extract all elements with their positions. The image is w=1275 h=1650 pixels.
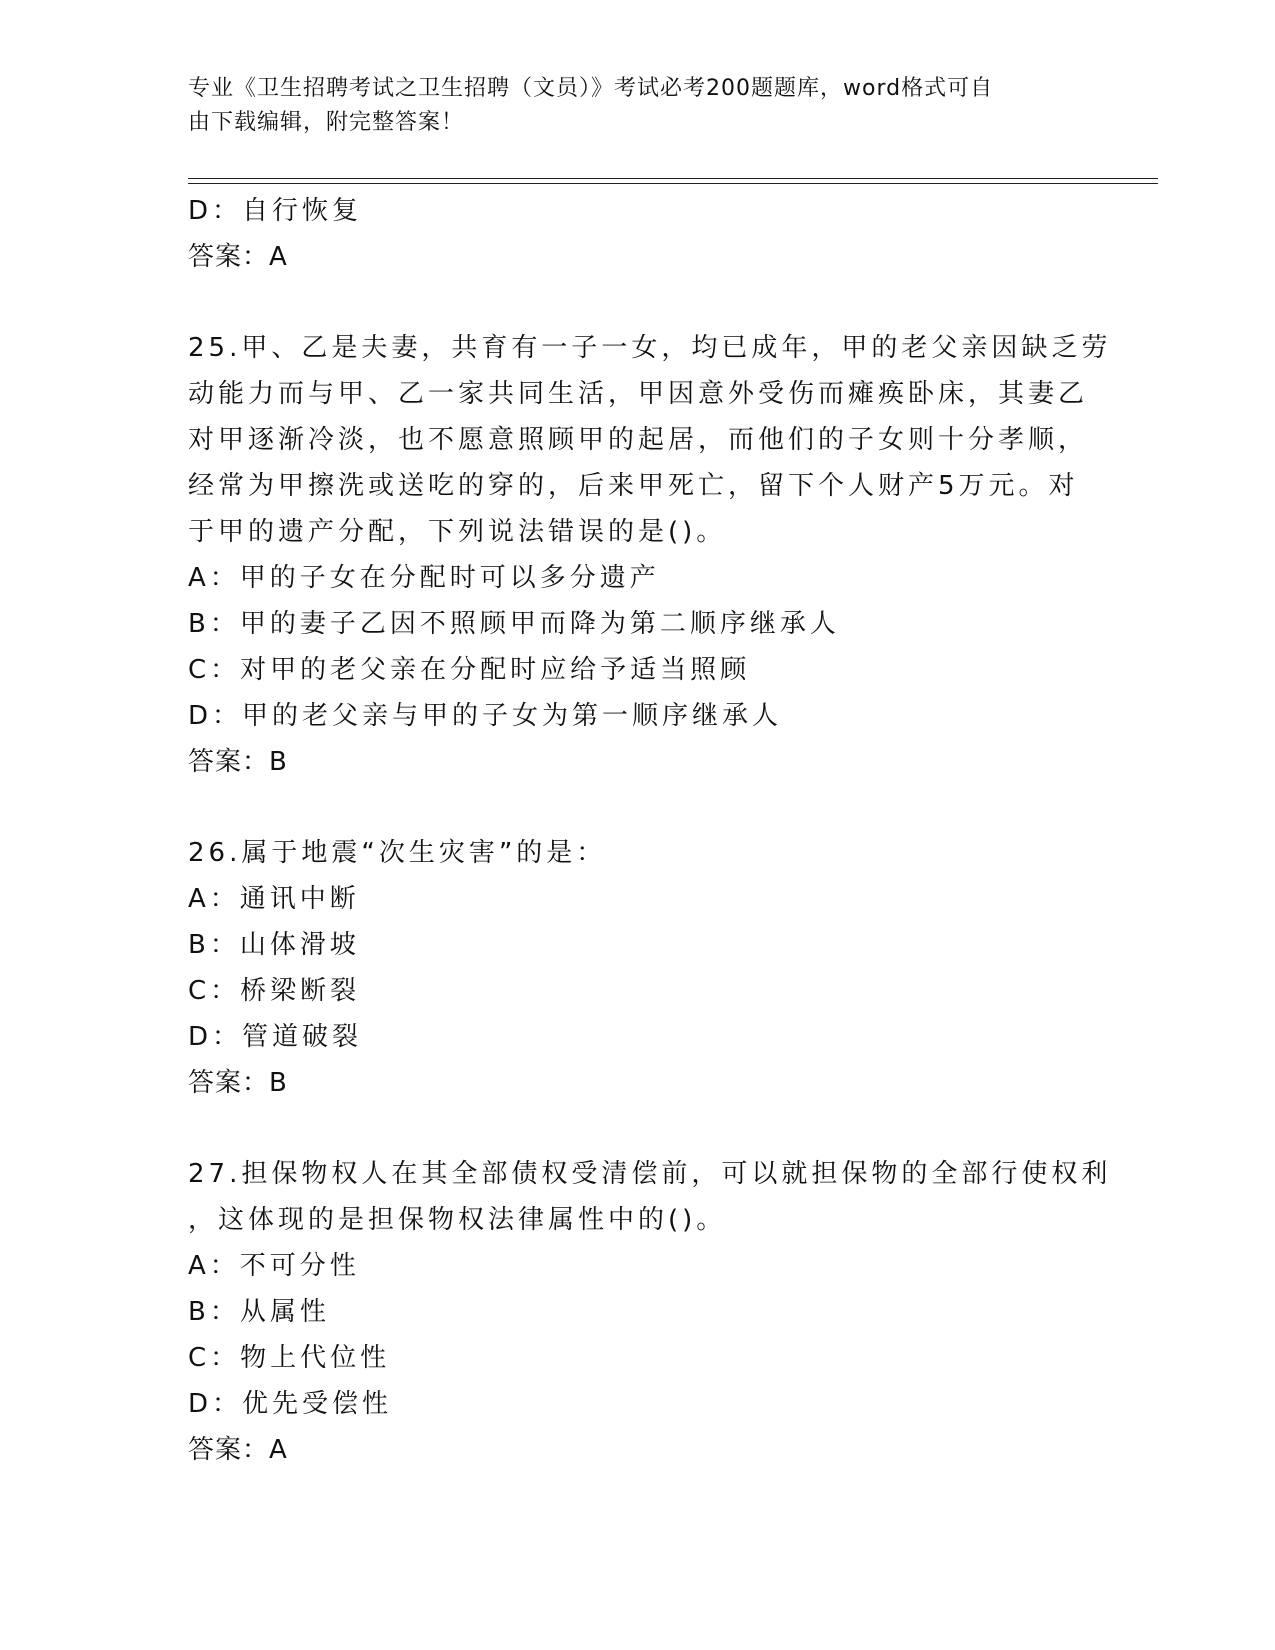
option-d: D：自行恢复 bbox=[188, 196, 363, 226]
question-stem-line: 经常为甲擦洗或送吃的穿的，后来甲死亡，留下个人财产5万元。对 bbox=[188, 471, 1079, 501]
option-a: A：通讯中断 bbox=[188, 884, 360, 914]
header-line-1: 专业《卫生招聘考试之卫生招聘（文员）》考试必考200题题库，word格式可自 bbox=[188, 76, 994, 101]
header-divider-top bbox=[188, 178, 1158, 179]
answer-line: 答案：B bbox=[188, 747, 288, 777]
question-24-tail bbox=[188, 188, 1088, 280]
question-stem-line: 26.属于地震“次生灾害”的是： bbox=[188, 838, 607, 868]
option-a: A：不可分性 bbox=[188, 1251, 360, 1281]
question-25 bbox=[188, 325, 1112, 785]
option-b: B：山体滑坡 bbox=[188, 930, 360, 960]
question-26 bbox=[188, 830, 1088, 1106]
question-stem-line: 27.担保物权人在其全部债权受清偿前，可以就担保物的全部行使权利 bbox=[188, 1159, 1112, 1189]
question-stem-line: 25.甲、乙是夫妻，共育有一子一女，均已成年，甲的老父亲因缺乏劳 bbox=[188, 333, 1112, 363]
spacer bbox=[188, 280, 1088, 325]
question-27 bbox=[188, 1151, 1112, 1473]
option-d: D：管道破裂 bbox=[188, 1022, 363, 1052]
question-list bbox=[188, 188, 1112, 1473]
answer-line: 答案：B bbox=[188, 1068, 288, 1098]
question-stem-line: 对甲逐渐冷淡，也不愿意照顾甲的起居，而他们的子女则十分孝顺， bbox=[188, 425, 1089, 455]
spacer bbox=[188, 785, 1088, 830]
answer-line: 答案：A bbox=[188, 1435, 288, 1465]
option-c: C：桥梁断裂 bbox=[188, 976, 361, 1006]
option-b: B：甲的妻子乙因不照顾甲而降为第二顺序继承人 bbox=[188, 609, 840, 639]
option-c: C：物上代位性 bbox=[188, 1343, 391, 1373]
option-a: A：甲的子女在分配时可以多分遗产 bbox=[188, 563, 660, 593]
option-d: D：甲的老父亲与甲的子女为第一顺序继承人 bbox=[188, 701, 783, 731]
question-stem-line: 于甲的遗产分配，下列说法错误的是()。 bbox=[188, 517, 727, 547]
spacer bbox=[188, 1106, 1088, 1151]
option-b: B：从属性 bbox=[188, 1297, 330, 1327]
question-stem-line: ，这体现的是担保物权法律属性中的()。 bbox=[188, 1205, 727, 1235]
header-divider-bottom bbox=[188, 183, 1158, 184]
option-c: C：对甲的老父亲在分配时应给予适当照顾 bbox=[188, 655, 751, 685]
answer-line: 答案：A bbox=[188, 242, 288, 272]
header-line-2: 由下载编辑，附完整答案！ bbox=[188, 110, 465, 135]
question-stem-line: 动能力而与甲、乙一家共同生活，甲因意外受伤而瘫痪卧床，其妻乙 bbox=[188, 379, 1089, 409]
document-header bbox=[188, 72, 1068, 140]
option-d: D：优先受偿性 bbox=[188, 1389, 393, 1419]
